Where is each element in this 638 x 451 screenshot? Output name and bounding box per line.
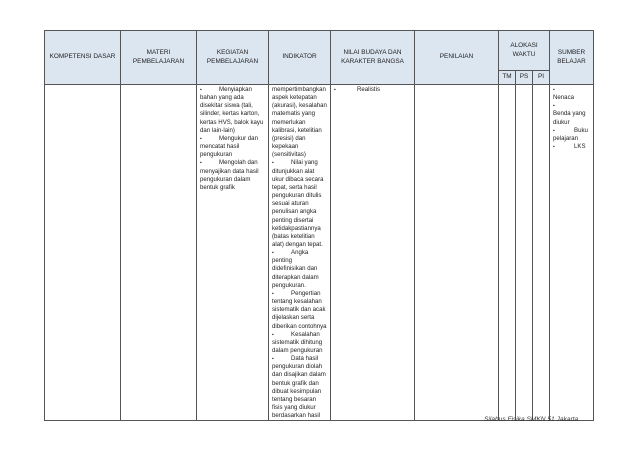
- list-item: [553, 127, 590, 143]
- cell-kompetensi-dasar: [45, 85, 121, 421]
- bullet-icon: ▪: [553, 103, 555, 110]
- kegiatan-list: [200, 86, 265, 192]
- list-item: [272, 159, 327, 249]
- cell-ps: [516, 85, 533, 421]
- sumber-list: [553, 86, 590, 151]
- list-item: [334, 86, 411, 94]
- list-item-text: LKS: [574, 143, 586, 151]
- cell-tm: [499, 85, 516, 421]
- header-alokasi-waktu: ALOKASI WAKTU: [499, 31, 550, 71]
- bullet-icon: ▪: [200, 87, 202, 93]
- cell-materi-pembelajaran: [121, 85, 197, 421]
- list-item-text: Buku pelajaran: [553, 126, 588, 142]
- indikator-intro: mempertimbangkan aspek ketepatan (akurasi), kesalahan matematis yang memerlukan kalibrasi, ketelitian (presisi) dan kepekaan (sensitivitas): [272, 86, 327, 159]
- bullet-icon: ▪: [272, 250, 274, 257]
- header-penilaian: PENILAIAN: [415, 31, 499, 85]
- cell-kegiatan-pembelajaran: [197, 85, 269, 421]
- header-sumber-belajar: SUMBER BELAJAR: [550, 31, 594, 85]
- list-item: [272, 290, 327, 331]
- bullet-icon: ▪: [334, 87, 336, 93]
- header-indikator: INDIKATOR: [269, 31, 331, 85]
- cell-penilaian: [415, 85, 499, 421]
- cell-sumber-belajar: [550, 85, 594, 421]
- list-item: [553, 86, 590, 102]
- bullet-icon: ▪: [553, 144, 555, 151]
- bullet-icon: ▪: [553, 127, 555, 134]
- list-item-text: Kesalahan sistematik dihitung dalam pengukuran: [272, 330, 323, 354]
- list-item-text: Mengukur dan mencatat hasil pengukuran: [200, 134, 258, 159]
- list-item: [272, 331, 327, 355]
- header-nilai-budaya: NILAI BUDAYA DAN KARAKTER BANGSA: [331, 31, 415, 85]
- bullet-icon: ▪: [200, 135, 202, 142]
- list-item-text: Benda yang diukur: [553, 110, 586, 126]
- list-item: [200, 86, 265, 135]
- nilai-list: [334, 86, 411, 94]
- bullet-icon: ▪: [200, 160, 202, 167]
- list-item: [553, 102, 590, 126]
- list-item-text: Angka penting didefinisikan dan diterapkan dalam pengukuran.: [272, 249, 319, 289]
- list-item: [272, 355, 327, 420]
- bullet-icon: ▪: [272, 290, 274, 297]
- syllabus-table: [44, 30, 594, 421]
- list-item: [200, 135, 265, 159]
- header-materi-pembelajaran: MATERI PEMBELAJARAN: [121, 31, 197, 85]
- header-kompetensi-dasar: KOMPETENSI DASAR: [45, 31, 121, 85]
- bullet-icon: ▪: [272, 356, 274, 363]
- list-item: [200, 159, 265, 192]
- list-item: [553, 143, 590, 151]
- cell-pi: [533, 85, 550, 421]
- list-item-text: Nenaca: [553, 94, 575, 102]
- list-item-text: Menyiapkan bahan yang ada disekitar siswa (tali, silinder, kertas karton, kertas HVS, balok kayu dan lain-lain): [200, 86, 264, 134]
- bullet-icon: ▪: [272, 160, 274, 167]
- header-kegiatan-pembelajaran: KEGIATAN PEMBELAJARAN: [197, 31, 269, 85]
- header-pi: PI: [533, 71, 550, 85]
- bullet-icon: ▪: [553, 87, 555, 93]
- indikator-list: [272, 159, 327, 420]
- cell-indikator: [269, 85, 331, 421]
- list-item-text: Realistis: [357, 86, 381, 93]
- header-tm: TM: [499, 71, 516, 85]
- page-footer: Silabus Fisika SMKN 51 Jakarta: [484, 416, 579, 423]
- list-item-text: Nilai yang ditunjukkan alat ukur dibaca secara tepat, serta hasil pengukuran ditulis sesuai aturan penulisan angka penting disertai ketidakpastiannya (batas ketelitian alat) dengan tepat.: [272, 159, 324, 248]
- list-item-text: Mengolah dan menyajikan data hasil pengukuran dalam bentuk grafik: [200, 159, 259, 191]
- header-ps: PS: [516, 71, 533, 85]
- list-item-text: Pengertian tentang kesalahan sistematik dan acak dijelaskan serta diberikan contohnya: [272, 289, 327, 330]
- list-item-text: Data hasil pengukuran diolah dan disajikan dalam bentuk grafik dan dibuat kesimpulan tentang besaran fisis yang diukur berdasarkan hasil: [272, 355, 326, 420]
- bullet-icon: ▪: [272, 331, 274, 338]
- list-item: [272, 249, 327, 290]
- cell-nilai-budaya: [331, 85, 415, 421]
